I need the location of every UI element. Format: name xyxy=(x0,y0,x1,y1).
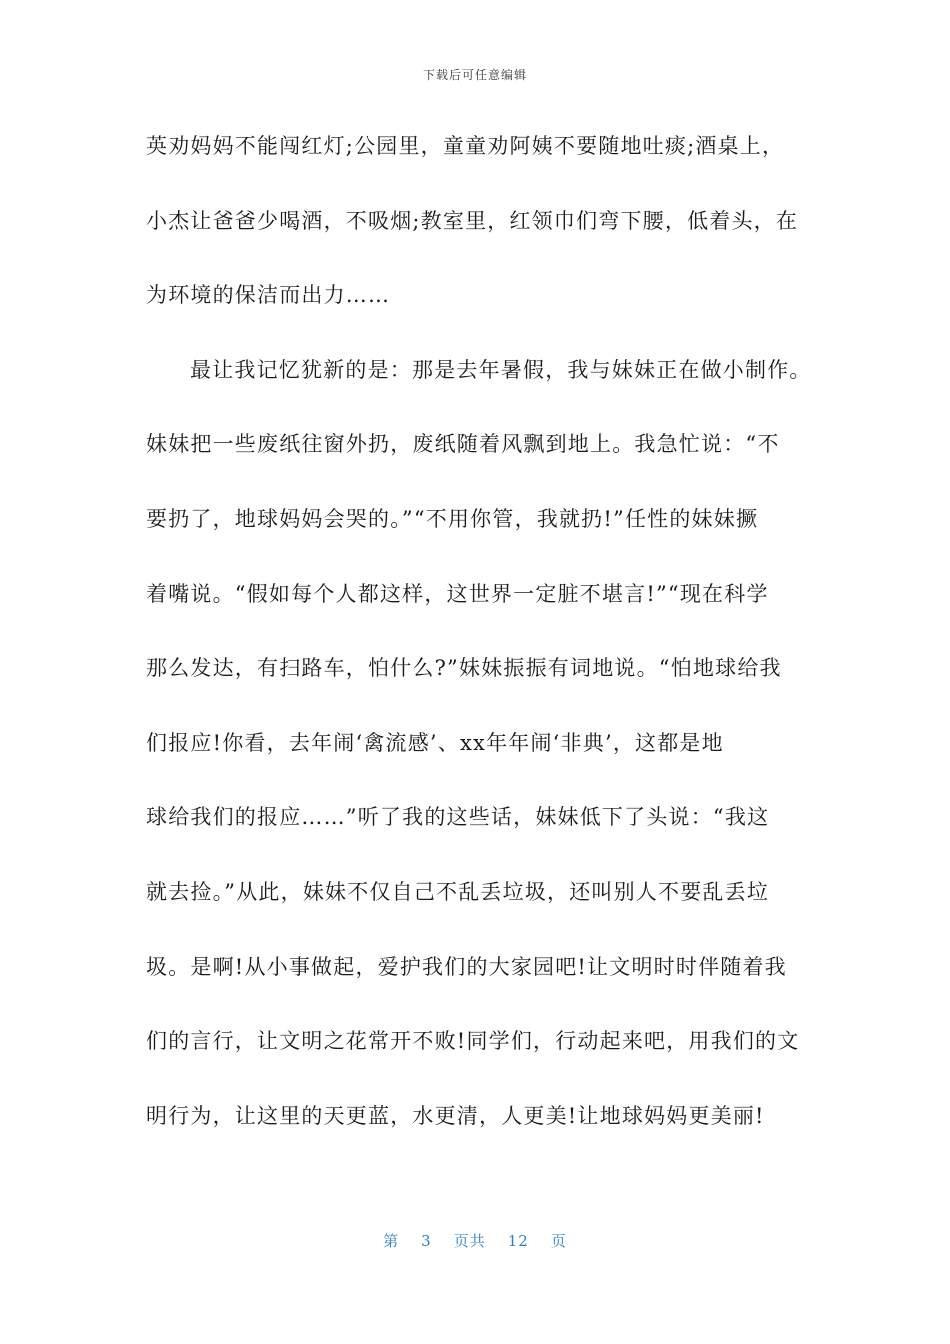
text-line: 明行为，让这里的天更蓝，水更清，人更美!让地球妈妈更美丽! xyxy=(146,1103,765,1128)
footer-prefix: 第 xyxy=(383,1232,400,1250)
text-line: 着嘴说。“假如每个人都这样，这世界一定脏不堪言!”“现在科学 xyxy=(146,581,769,606)
text-line: 们报应!你看，去年闹‘禽流感’、xx年年闹‘非典’，这都是地 xyxy=(146,730,724,755)
current-page-number: 3 xyxy=(421,1232,432,1250)
document-body xyxy=(146,126,812,1170)
text-line: 那么发达，有扫路车，怕什么?”妹妹振振有词地说。“怕地球给我 xyxy=(146,656,782,681)
page-number-footer xyxy=(0,1230,950,1251)
text-line: 就去捡。”从此，妹妹不仅自己不乱丢垃圾，还叫别人不要乱丢垃 xyxy=(146,879,770,904)
paragraph-first-line: 最让我记忆犹新的是：那是去年暑假，我与妹妹正在做小制作。 xyxy=(190,357,812,382)
text-line: 妹妹把一些废纸往窗外扔，废纸随着风飘到地上。我急忙说：“不 xyxy=(146,432,780,457)
page-header-note: 下载后可任意编辑 xyxy=(422,68,527,82)
text-line: 球给我们的报应……”听了我的这些话，妹妹低下了头说：“我这 xyxy=(146,805,770,830)
text-line: 英劝妈妈不能闯红灯;公园里，童童劝阿姨不要随地吐痰;酒桌上， xyxy=(146,134,785,158)
text-line: 圾。是啊!从小事做起，爱护我们的大家园吧!让文明时时伴随着我 xyxy=(146,954,787,979)
footer-middle: 页共 xyxy=(453,1232,486,1250)
text-line: 要扔了，地球妈妈会哭的。”“不用你管，我就扔!”任性的妹妹撅 xyxy=(146,506,759,531)
text-line: 们的言行，让文明之花常开不败!同学们，行动起来吧，用我们的文 xyxy=(146,1029,800,1054)
footer-suffix: 页 xyxy=(550,1232,567,1250)
text-line: 小杰让爸爸少喝酒，不吸烟;教室里，红领巾们弯下腰，低着头，在 xyxy=(146,208,799,233)
total-pages-number: 12 xyxy=(507,1232,529,1250)
text-line: 为环境的保洁而出力…… xyxy=(146,283,391,308)
